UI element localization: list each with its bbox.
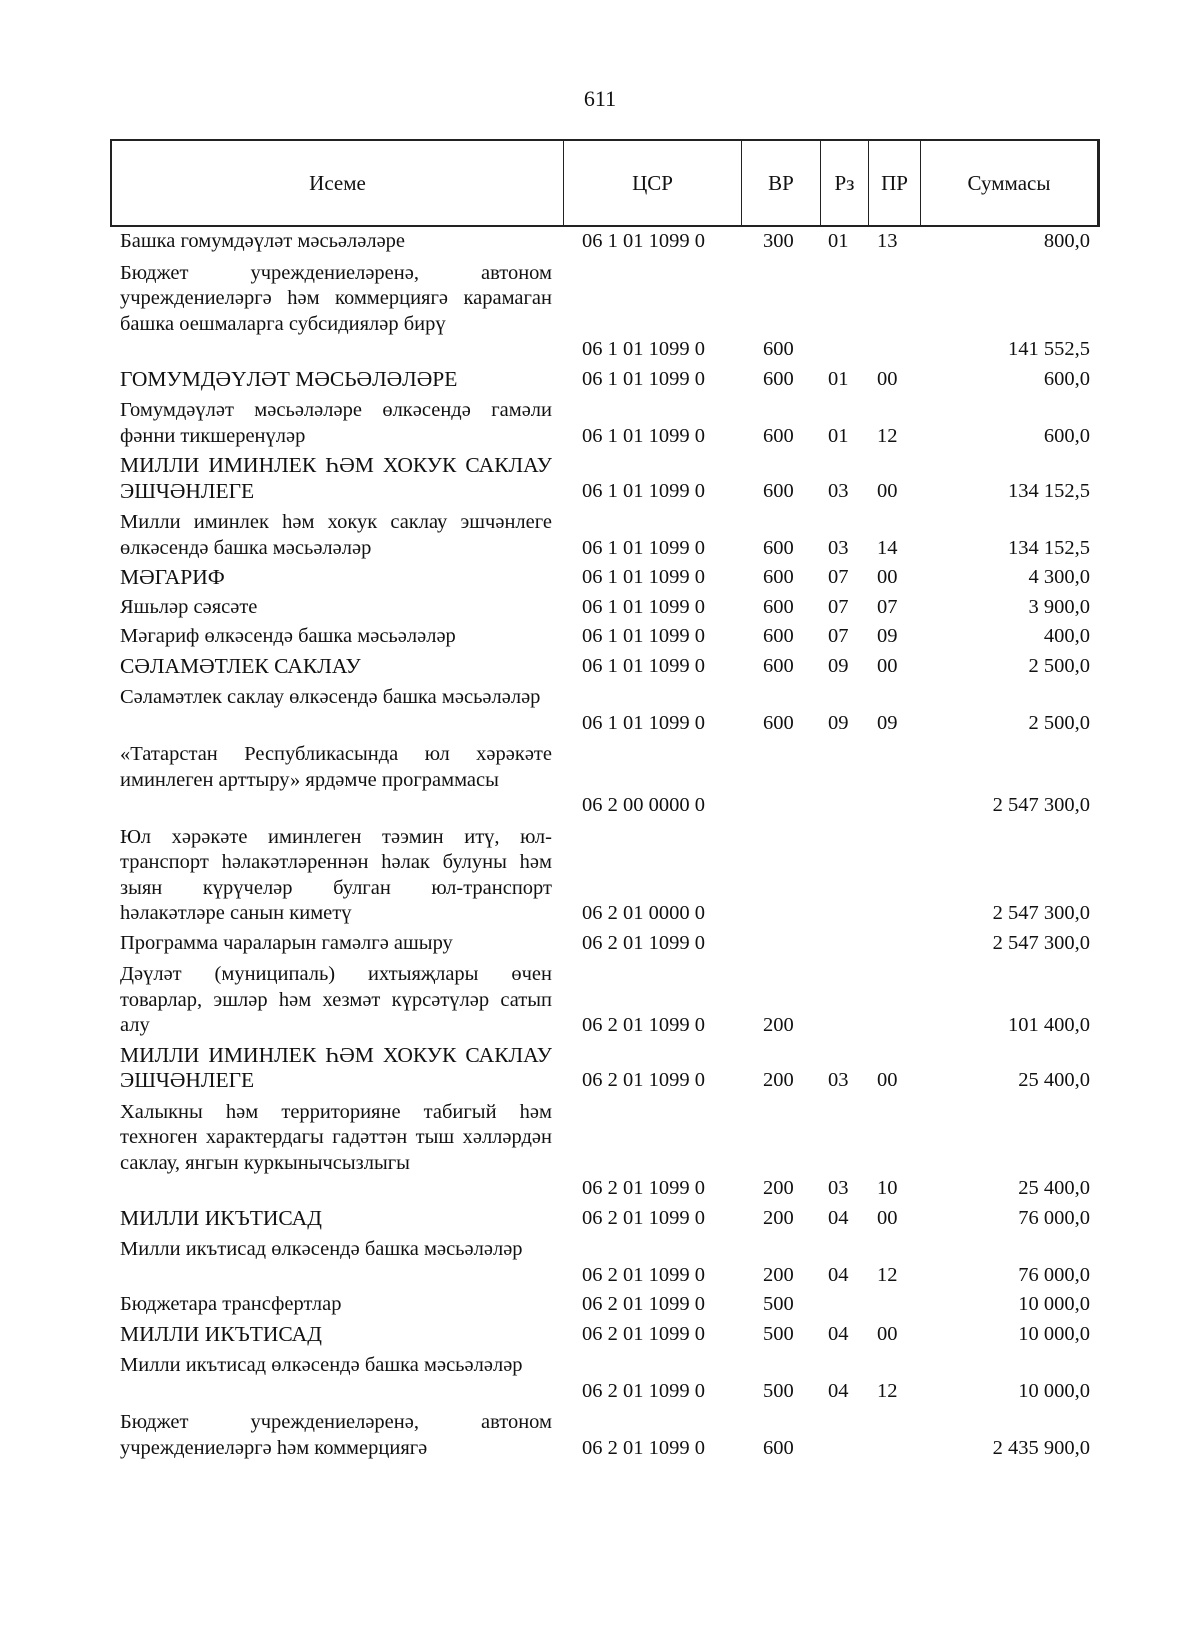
table-header [110,139,1100,227]
row-name: Сәламәтлек саклау өлкәсендә башка мәсьәләләр [120,686,541,708]
row-pr: 00 [877,1322,898,1345]
row-csr: 06 2 01 1099 0 [582,1379,705,1402]
table-row [0,591,1200,621]
row-pr: 00 [877,1206,898,1229]
table-row [0,561,1200,591]
row-name: «Татарстан Республикасында юл хәрәкәте иминлеген арттыру» ярдәмче программасы [120,743,552,791]
row-vr: 600 [763,654,794,677]
row-csr: 06 1 01 1099 0 [582,424,705,447]
table-row [0,1318,1200,1348]
row-csr: 06 1 01 1099 0 [582,566,705,588]
row-name: Халыкны һәм территорияне табигый һәм техноген характердагы гадәттән тыш хәлләрдән саклау, янгын куркынычсызлыгы [120,1100,552,1174]
table-row [0,255,1200,363]
table-row [0,819,1200,927]
row-sum: 2 547 300,0 [992,931,1090,954]
row-name: МИЛЛИ ИКЪТИСАД [120,1321,322,1346]
row-name: МИЛЛИ ИМИНЛЕК ҺӘМ ХОКУК САКЛАУ ЭШЧӘНЛЕГЕ [120,1042,552,1092]
table-row [0,956,1200,1039]
row-name: Милли икътисад өлкәсендә башка мәсьәләләр [120,1354,523,1376]
header-csr: ЦСР [564,141,742,225]
row-pr: 07 [877,595,898,618]
row-name: Программа чараларын гамәлгә ашыру [120,931,453,954]
table-row [0,504,1200,561]
row-sum: 600,0 [1043,424,1090,447]
row-name: Дәүләт (муниципаль) ихтыяҗлары өчен товарлар, эшләр һәм хезмәт күрсәтүләр сатып алу [120,963,552,1036]
row-name: Башка гомумдәүләт мәсьәләләре [120,230,406,252]
row-vr: 600 [763,625,794,647]
row-name: Мәгариф өлкәсендә башка мәсьәләләр [120,625,456,647]
row-pr: 14 [877,536,898,559]
row-vr: 600 [763,424,794,447]
row-csr: 06 2 01 1099 0 [582,1436,705,1459]
row-csr: 06 1 01 1099 0 [582,230,705,252]
row-pr: 00 [877,367,898,390]
row-sum: 76 000,0 [1018,1263,1090,1286]
row-vr: 200 [763,1069,794,1091]
row-pr: 12 [877,1379,898,1402]
row-rz: 07 [828,566,849,588]
row-vr: 200 [763,1206,794,1229]
row-rz: 01 [828,424,849,447]
row-pr: 13 [877,230,898,252]
row-pr: 00 [877,479,898,502]
row-csr: 06 2 01 1099 0 [582,931,705,954]
row-sum: 4 300,0 [1028,566,1090,588]
row-sum: 76 000,0 [1018,1206,1090,1229]
row-csr: 06 2 01 1099 0 [582,1177,705,1199]
row-sum: 10 000,0 [1018,1293,1090,1315]
row-name: Бюджетара трансфертлар [120,1293,342,1315]
row-csr: 06 2 00 0000 0 [582,794,705,816]
row-csr: 06 2 01 0000 0 [582,902,705,924]
row-vr: 200 [763,1177,794,1199]
header-name: Исеме [112,141,564,225]
table-row [0,1094,1200,1202]
row-vr: 300 [763,230,794,252]
row-vr: 600 [763,711,794,734]
row-name: Гомумдәүләт мәсьәләләре өлкәсендә гамәли фәнни тикшеренүләр [120,399,552,447]
row-csr: 06 1 01 1099 0 [582,595,705,618]
row-name: МӘГАРИФ [120,565,225,589]
header-pr: ПР [869,141,921,225]
row-csr: 06 1 01 1099 0 [582,479,705,502]
row-pr: 00 [877,1069,898,1091]
page-number: 611 [583,86,617,111]
table-row [0,650,1200,680]
row-csr: 06 1 01 1099 0 [582,536,705,559]
header-rz: Рз [821,141,869,225]
row-pr: 12 [877,1263,898,1286]
row-pr: 00 [877,654,898,677]
row-name: Юл хәрәкәте иминлеген тәэмин итү, юл-транспорт һәлакәтләреннән һәлак булуны һәм зыян күрүчеләр булган юл-транспорт һәлакәтләре санын киметү [120,825,552,924]
table-row [0,392,1200,449]
row-rz: 01 [828,367,849,390]
row-sum: 400,0 [1043,625,1090,647]
row-csr: 06 1 01 1099 0 [582,338,705,360]
row-sum: 141 552,5 [1008,338,1090,360]
header-vr: ВР [742,141,821,225]
row-sum: 600,0 [1043,367,1090,390]
table-body [0,229,1200,1461]
row-vr: 500 [763,1379,794,1402]
row-sum: 2 547 300,0 [992,902,1090,924]
row-csr: 06 2 01 1099 0 [582,1069,705,1091]
row-rz: 09 [828,711,849,734]
row-vr: 600 [763,566,794,588]
row-sum: 2 500,0 [1028,654,1090,677]
row-name: МИЛЛИ ИКЪТИСАД [120,1205,322,1230]
row-vr: 500 [763,1322,794,1345]
row-name: ГОМУМДӘҮЛӘТ МӘСЬӘЛӘЛӘРЕ [120,366,458,391]
row-vr: 200 [763,1014,794,1036]
row-pr: 09 [877,711,898,734]
row-sum: 2 500,0 [1028,711,1090,734]
row-rz: 04 [828,1379,849,1402]
row-vr: 600 [763,479,794,502]
row-csr: 06 2 01 1099 0 [582,1263,705,1286]
row-rz: 03 [828,479,849,502]
row-csr: 06 1 01 1099 0 [582,654,705,677]
row-csr: 06 2 01 1099 0 [582,1206,705,1229]
row-sum: 2 547 300,0 [992,794,1090,816]
table-row [0,927,1200,957]
row-sum: 134 152,5 [1008,536,1090,559]
row-name: Милли икътисад өлкәсендә башка мәсьәләләр [120,1238,523,1260]
row-name: Яшьләр сәясәте [120,595,258,618]
row-sum: 10 000,0 [1018,1379,1090,1402]
table-row [0,363,1200,393]
table-row [0,1039,1200,1094]
table-row [0,1202,1200,1232]
table-row [0,1288,1200,1318]
row-rz: 03 [828,1069,849,1091]
row-vr: 600 [763,1436,794,1459]
table-row [0,1231,1200,1288]
row-sum: 10 000,0 [1018,1322,1090,1345]
table-row [0,229,1200,255]
row-name: Милли иминлек һәм хокук саклау эшчәнлеге өлкәсендә башка мәсьәләләр [120,511,552,559]
row-csr: 06 2 01 1099 0 [582,1322,705,1345]
row-rz: 07 [828,595,849,618]
table-row [0,620,1200,650]
row-name: СӘЛАМӘТЛЕК САКЛАУ [120,653,361,678]
row-sum: 25 400,0 [1018,1177,1090,1199]
row-csr: 06 1 01 1099 0 [582,625,705,647]
row-name: Бюджет учреждениеләренә, автоном учреждениеләргә һәм коммерциягә карамаган башка оешмаларга субсидияләр бирү [120,261,552,335]
row-name: МИЛЛИ ИМИНЛЕК ҺӘМ ХОКУК САКЛАУ ЭШЧӘНЛЕГЕ [120,453,552,503]
row-sum: 800,0 [1043,230,1090,252]
table-row [0,1347,1200,1404]
table-row [0,1404,1200,1461]
row-vr: 600 [763,595,794,618]
row-sum: 101 400,0 [1008,1014,1090,1036]
row-rz: 04 [828,1263,849,1286]
row-pr: 00 [877,566,898,588]
row-csr: 06 2 01 1099 0 [582,1014,705,1036]
header-sum: Суммасы [967,170,1051,195]
row-csr: 06 1 01 1099 0 [582,367,705,390]
row-sum: 3 900,0 [1028,595,1090,618]
row-csr: 06 1 01 1099 0 [582,711,705,734]
row-rz: 03 [828,1177,849,1199]
row-sum: 25 400,0 [1018,1069,1090,1091]
row-sum: 134 152,5 [1008,479,1090,502]
row-rz: 01 [828,230,849,252]
row-vr: 600 [763,338,794,360]
row-vr: 200 [763,1263,794,1286]
row-pr: 12 [877,424,898,447]
row-sum: 2 435 900,0 [992,1436,1090,1459]
row-name: Бюджет учреждениеләренә, автоном учреждениеләргә һәм коммерциягә [120,1411,552,1459]
row-pr: 10 [877,1177,898,1199]
row-vr: 600 [763,536,794,559]
row-vr: 500 [763,1293,794,1315]
row-rz: 03 [828,536,849,559]
row-vr: 600 [763,367,794,390]
row-rz: 09 [828,654,849,677]
row-pr: 09 [877,625,898,647]
table-row [0,449,1200,504]
table-row [0,679,1200,736]
row-csr: 06 2 01 1099 0 [582,1293,705,1315]
row-rz: 04 [828,1206,849,1229]
table-row [0,736,1200,819]
row-rz: 04 [828,1322,849,1345]
row-rz: 07 [828,625,849,647]
